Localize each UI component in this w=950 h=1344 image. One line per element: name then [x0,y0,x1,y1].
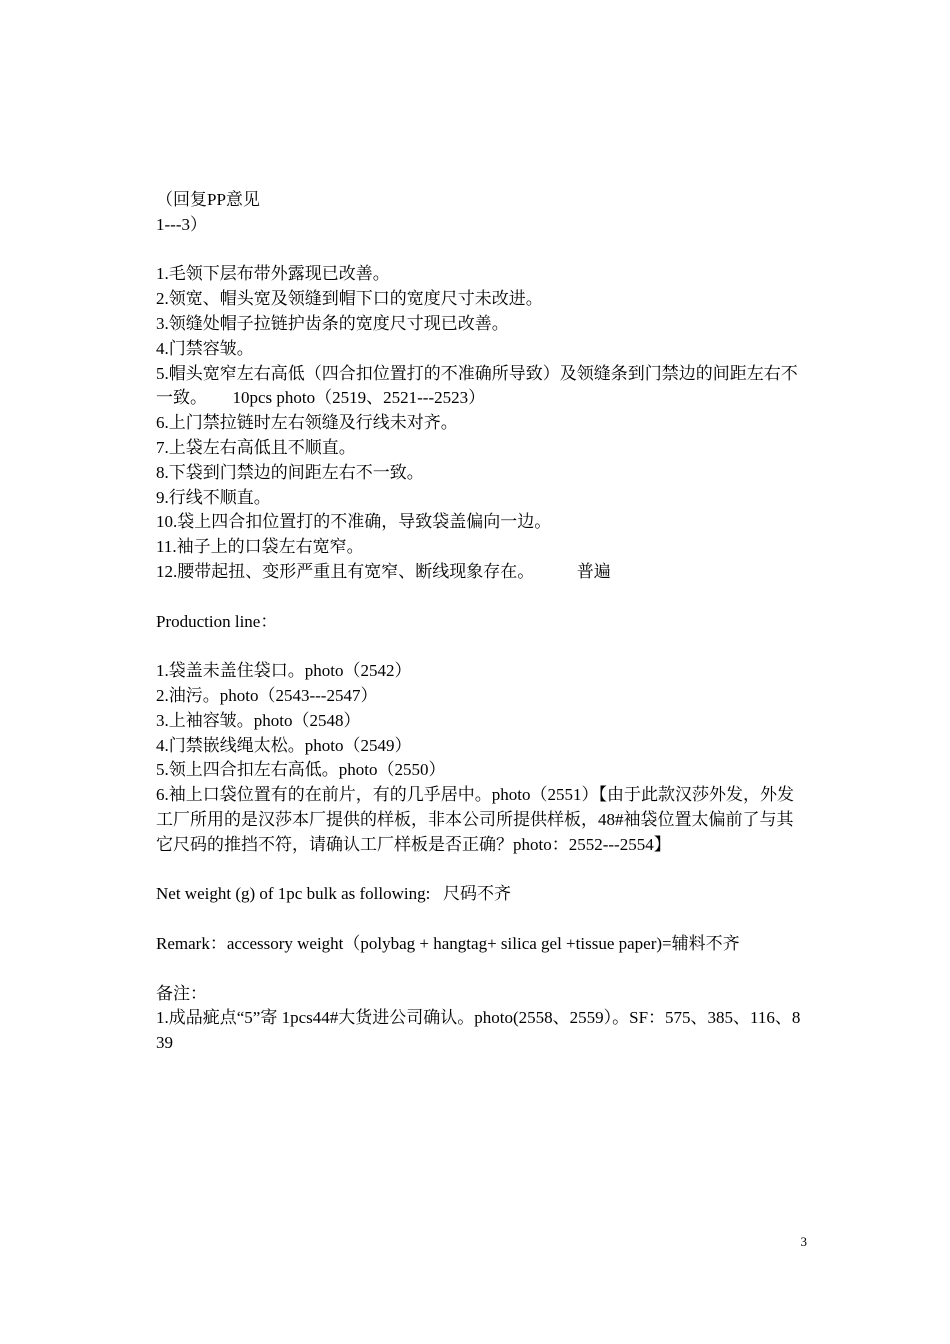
reply-item: 5.帽头宽窄左右高低（四合扣位置打的不准确所导致）及领缝条到门禁边的间距左右不一致。 10pcs photo（2519、2521---2523） [156,363,798,408]
blank-line [156,957,808,982]
document-body [156,188,808,1056]
production-item: 1.袋盖未盖住袋口。photo（2542） [156,661,412,681]
reply-item: 7.上袋左右高低且不顺直。 [156,437,356,457]
reply-heading-line1: （回复PP意见 [156,190,260,209]
reply-item: 1.毛领下层布带外露现已改善。 [156,264,390,284]
reply-item: 4.门禁容皱。 [156,338,254,358]
blank-line [156,907,808,932]
reply-section [156,188,808,585]
notes-heading: 备注： [156,983,207,1003]
reply-item: 9.行线不顺直。 [156,487,271,507]
production-item: 6.袖上口袋位置有的在前片，有的几乎居中。photo（2551）【由于此款汉莎外发，外发工厂所用的是汉莎本厂提供的样板，非本公司所提供样板，48#袖袋位置太偏前了与其它尺码的推挡不符，请确认工厂样板是否正确？photo：2552---2554】 [156,785,794,854]
reply-item: 12.腰带起扭、变形严重且有宽窄、断线现象存在。 普遍 [156,561,611,581]
notes-section [156,982,808,1056]
blank-line [156,585,808,610]
reply-item: 2.领宽、帽头宽及领缝到帽下口的宽度尺寸未改进。 [156,289,543,309]
production-item: 4.门禁嵌线绳太松。photo（2549） [156,735,412,755]
blank-line [156,858,808,883]
notes-item: 1.成品疵点“5”寄 1pcs44#大货进公司确认。photo(2558、2559）。SF：575、385、116、839 [156,1008,801,1053]
blank-line [156,238,808,263]
page-number: 3 [800,1234,807,1249]
reply-item: 11.袖子上的口袋左右宽窄。 [156,537,364,557]
reply-item: 8.下袋到门禁边的间距左右不一致。 [156,462,424,482]
reply-item: 10.袋上四合扣位置打的不准确，导致袋盖偏向一边。 [156,512,552,532]
production-item: 5.领上四合扣左右高低。photo（2550） [156,760,446,780]
reply-item: 3.领缝处帽子拉链护齿条的宽度尺寸现已改善。 [156,313,509,333]
net-weight-line: Net weight (g) of 1pc bulk as following: 尺码不齐 [156,884,512,904]
remark-line: Remark：accessory weight（polybag + hangtag+ silica gel +tissue paper)=辅料不齐 [156,933,740,953]
production-item: 2.油污。photo（2543---2547） [156,685,378,705]
reply-item: 6.上门禁拉链时左右领缝及行线未对齐。 [156,413,458,433]
production-item: 3.上袖容皱。photo（2548） [156,710,361,730]
production-section [156,610,808,858]
reply-heading-line2: 1---3） [156,214,207,234]
blank-line [156,634,808,659]
production-heading: Production line： [156,611,278,631]
